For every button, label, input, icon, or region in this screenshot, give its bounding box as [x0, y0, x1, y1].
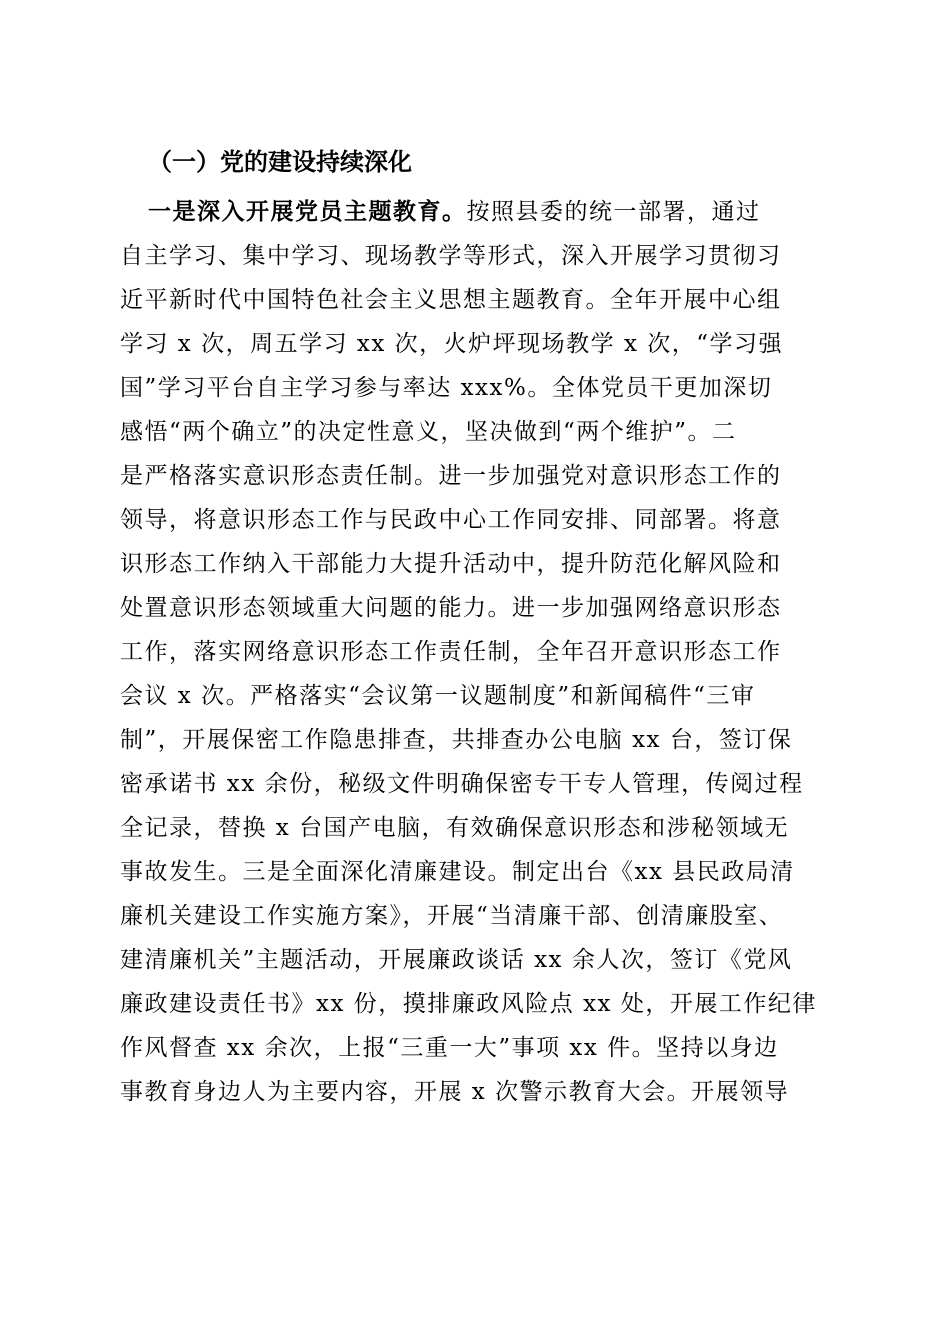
text-line: 处置意识形态领域重大问题的能力。进一步加强网络意识形态: [120, 595, 782, 621]
text-line: 识形态工作纳入干部能力大提升活动中，提升防范化解风险和: [120, 551, 782, 577]
text-line: 感悟“两个确立”的决定性意义，坚决做到“两个维护”。二: [120, 419, 737, 445]
text-line: 国”学习平台自主学习参与率达 xxx%。全体党员干更加深切: [120, 375, 773, 401]
text-line: 事教育身边人为主要内容，开展 x 次警示教育大会。开展领导: [120, 1079, 790, 1105]
text-line: 领导，将意识形态工作与民政中心工作同安排、同部署。将意: [120, 507, 782, 533]
text-line: 会议 x 次。严格落实“会议第一议题制度”和新闻稿件“三审: [120, 683, 756, 709]
text-line: 廉政建设责任书》xx 份，摸排廉政风险点 xx 处，开展工作纪律: [120, 991, 817, 1017]
text-line: 自主学习、集中学习、现场教学等形式，深入开展学习贯彻习: [120, 243, 782, 269]
lead-continuation: 按照县委的统一部署，通过: [466, 199, 761, 225]
text-line: 作风督查 xx 余次，上报“三重一大”事项 xx 件。坚持以身边: [120, 1035, 779, 1061]
text-line: 工作，落实网络意识形态工作责任制，全年召开意识形态工作: [120, 639, 782, 665]
text-line: 事故发生。三是全面深化清廉建设。制定出台《xx 县民政局清: [120, 859, 795, 885]
text-line: 制”，开展保密工作隐患排查，共排查办公电脑 xx 台，签订保: [120, 727, 793, 753]
text-line: 是严格落实意识形态责任制。进一步加强党对意识形态工作的: [120, 463, 782, 489]
text-line: 全记录，替换 x 台国产电脑，有效确保意识形态和涉秘领域无: [120, 815, 790, 841]
text-line: 学习 x 次，周五学习 xx 次，火炉坪现场教学 x 次，“学习强: [120, 331, 784, 357]
section-heading: （一）党的建设持续深化: [148, 148, 412, 176]
text-line: 密承诺书 xx 余份，秘级文件明确保密专干专人管理，传阅过程: [120, 771, 804, 797]
text-line: 近平新时代中国特色社会主义思想主题教育。全年开展中心组: [120, 287, 782, 313]
paragraph-first-line: [120, 190, 850, 234]
lead-sentence: 一是深入开展党员主题教育。: [148, 199, 467, 225]
body-paragraph: [120, 190, 850, 1114]
text-line: 建清廉机关”主题活动，开展廉政谈话 xx 余人次，签订《党风: [120, 947, 793, 973]
text-line: 廉机关建设工作实施方案》，开展“当清廉干部、创清廉股室、: [120, 903, 784, 929]
